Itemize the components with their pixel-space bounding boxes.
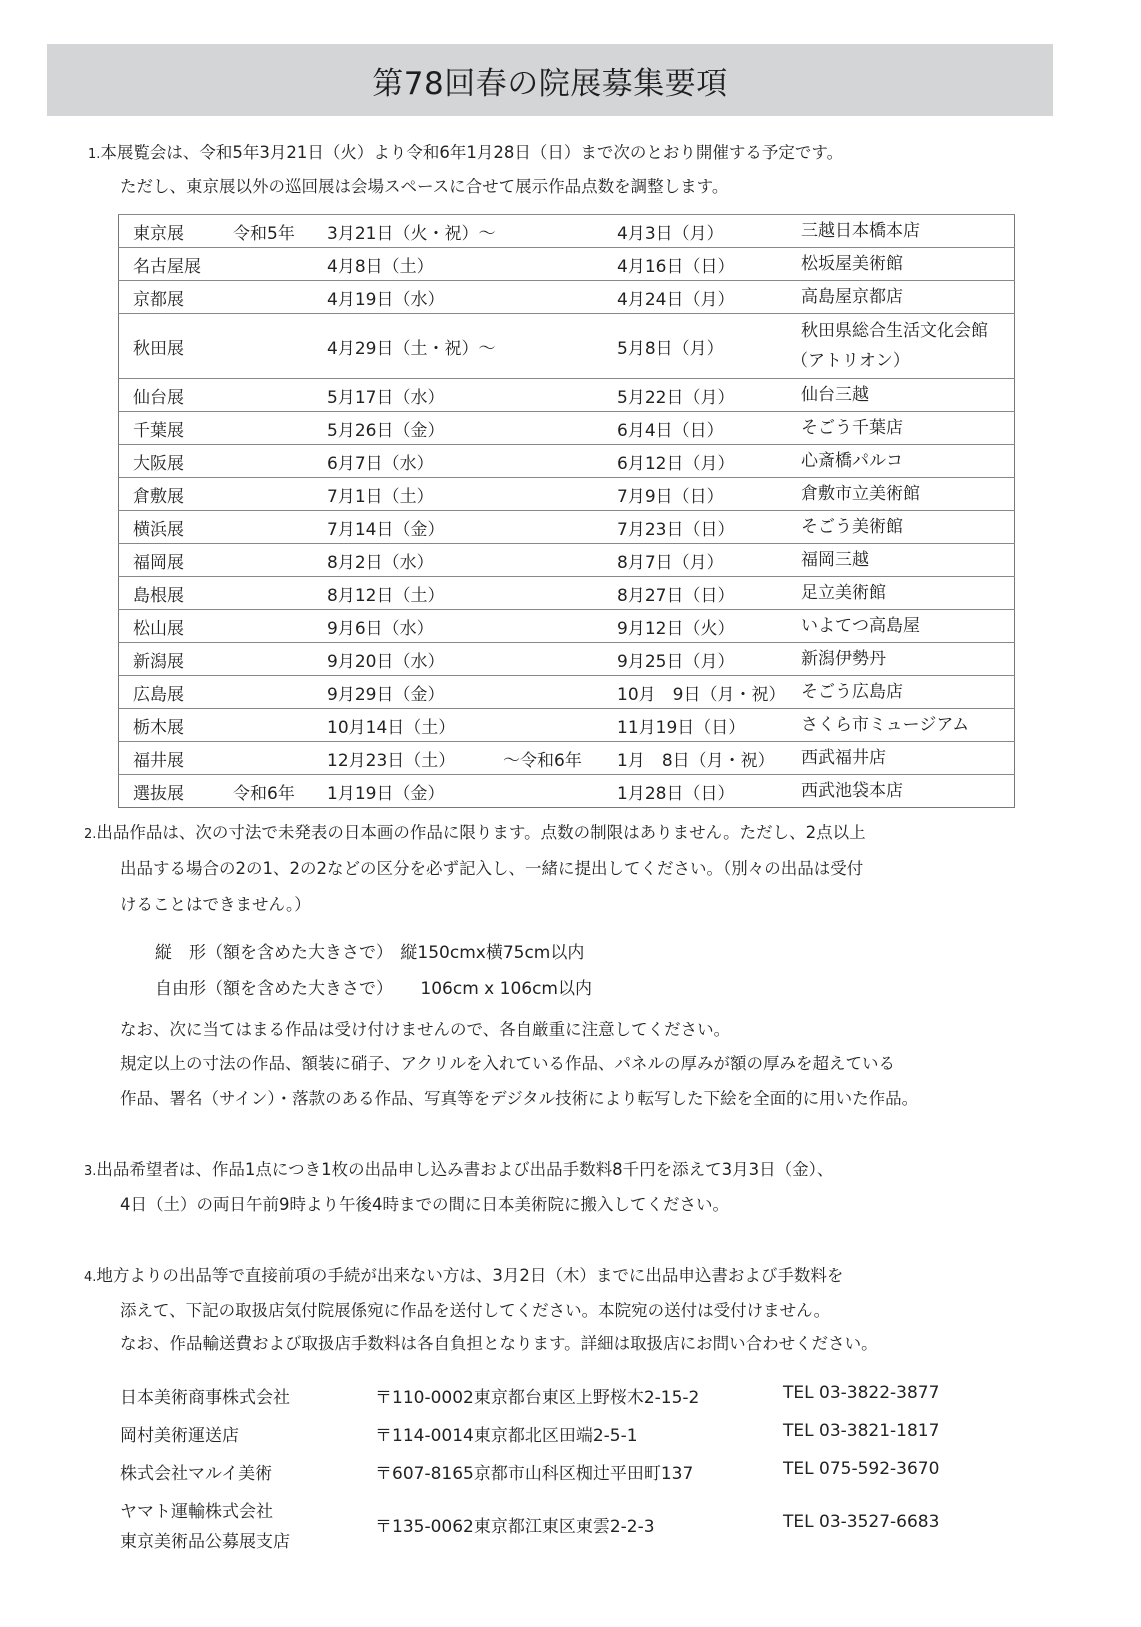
era-start: 令和6年 [213,775,313,808]
schedule-row [119,478,1015,511]
size-vertical-value: 縦150cmx横75cm以内 [400,943,585,963]
page-title: 第78回春の院展募集要項 [372,65,728,102]
venue-name: 新潟伊勢丹 [801,649,886,669]
agent-row [120,1491,980,1559]
agents-list [120,1377,980,1559]
start-date: 9月6日（水） [313,610,497,643]
section4-line2: 添えて、下記の取扱店気付院展係宛に作品を送付してください。本院宛の送付は受付けません。 [120,1301,831,1320]
start-date: 9月29日（金） [313,676,497,709]
era-end [497,676,603,709]
venue [787,445,1015,478]
era-start [213,412,313,445]
venue-name: そごう美術館 [801,517,903,537]
era-end [497,248,603,281]
exhibition-name: 横浜展 [119,511,214,544]
exhibition-name: 選抜展 [119,775,214,808]
end-date: 6月4日（日） [603,412,787,445]
end-date: 5月22日（月） [603,379,787,412]
start-date: 8月12日（土） [313,577,497,610]
venue [787,281,1015,314]
era-start [213,742,313,775]
era-start [213,445,313,478]
era-start: 令和5年 [213,215,313,248]
venue [787,544,1015,577]
section3-text1: 出品希望者は、作品1点につき1枚の出品申し込み書および出品手数料8千円を添えて3月3日（金）、 [96,1160,834,1179]
size-free-value: 106cm x 106cm以内 [420,979,592,999]
section2-line3: けることはできません。） [120,895,311,914]
section4-line3: なお、作品輸送費および取扱店手数料は各自負担となります。詳細は取扱店にお問い合わせください。 [120,1334,878,1353]
schedule-row [119,281,1015,314]
agent-name-line1: 日本美術商事株式会社 [120,1388,290,1408]
agent-name-line2: 東京美術品公募展支店 [120,1532,290,1552]
venue [787,412,1015,445]
era-start [213,248,313,281]
end-date: 11月19日（日） [603,709,787,742]
venue-name: 秋田県総合生活文化会館 [801,321,988,341]
schedule-row [119,248,1015,281]
agent-address: 〒110-0002東京都台東区上野桜木2-15-2 [375,1388,700,1408]
era-end [497,709,603,742]
era-end [497,412,603,445]
agent-phone: TEL 03-3527-6683 [783,1512,940,1532]
era-end [497,610,603,643]
era-start [213,676,313,709]
era-end: 〜令和6年 [497,742,603,775]
schedule-row [119,314,1015,379]
venue [787,676,1015,709]
venue [787,478,1015,511]
schedule-row [119,445,1015,478]
exhibition-name: 秋田展 [119,314,214,379]
exhibition-name: 倉敷展 [119,478,214,511]
end-date: 4月16日（日） [603,248,787,281]
exhibition-name: 東京展 [119,215,214,248]
section1-number: 1. [88,147,101,162]
exhibition-name: 栃木展 [119,709,214,742]
end-date: 7月23日（日） [603,511,787,544]
size-free-label: 自由形（額を含めた大きさで） [155,979,393,999]
era-end [497,478,603,511]
agent-name [120,1383,290,1413]
venue [787,775,1015,808]
start-date: 9月20日（水） [313,643,497,676]
schedule-row [119,379,1015,412]
end-date: 8月27日（日） [603,577,787,610]
agent-name [120,1459,272,1489]
venue-name: 三越日本橋本店 [801,221,920,241]
agent-name-line1: 岡村美術運送店 [120,1426,239,1446]
venue-name: 高島屋京都店 [801,287,903,307]
venue [787,511,1015,544]
era-start [213,511,313,544]
section4-line1 [84,1266,843,1288]
title-banner [47,44,1053,116]
start-date: 8月2日（水） [313,544,497,577]
schedule-row [119,215,1015,248]
section2-note3: 作品、署名（サイン）・落款のある作品、写真等をデジタル技術により転写した下絵を全面的に用いた作品。 [120,1089,919,1108]
schedule-row [119,412,1015,445]
agent-name-line1: ヤマト運輸株式会社 [120,1502,273,1522]
start-date: 7月1日（土） [313,478,497,511]
venue-name: 倉敷市立美術館 [801,484,920,504]
start-date: 6月7日（水） [313,445,497,478]
agent-row [120,1377,980,1415]
schedule-row [119,676,1015,709]
era-start [213,610,313,643]
end-date: 9月12日（火） [603,610,787,643]
era-start [213,577,313,610]
section3-line1 [84,1160,833,1182]
schedule-row [119,544,1015,577]
schedule-row [119,610,1015,643]
size-vertical [155,938,584,963]
era-start [213,379,313,412]
era-end [497,775,603,808]
venue-subname: （アトリオン） [791,351,910,371]
exhibition-name: 島根展 [119,577,214,610]
exhibition-name: 京都展 [119,281,214,314]
era-end [497,577,603,610]
agent-row [120,1453,980,1491]
venue-name: 仙台三越 [801,385,869,405]
era-end [497,643,603,676]
venue-name: さくら市ミュージアム [801,715,970,735]
venue-name: 松坂屋美術館 [801,254,903,274]
section2-number: 2. [84,827,97,842]
agent-name [120,1421,239,1451]
schedule-row [119,709,1015,742]
section2-line1 [84,823,866,845]
era-start [213,544,313,577]
exhibition-name: 福井展 [119,742,214,775]
end-date: 6月12日（月） [603,445,787,478]
venue-name: 西武池袋本店 [801,781,903,801]
era-end [497,281,603,314]
venue-name: 福岡三越 [801,550,869,570]
agent-phone: TEL 075-592-3670 [783,1459,940,1479]
schedule-row [119,643,1015,676]
size-vertical-label: 縦 形（額を含めた大きさで） [155,943,393,963]
end-date: 9月25日（月） [603,643,787,676]
section1-line1 [88,143,843,165]
era-end [497,379,603,412]
agent-row [120,1415,980,1453]
schedule-row [119,511,1015,544]
schedule-row [119,577,1015,610]
start-date: 7月14日（金） [313,511,497,544]
schedule-row [119,775,1015,808]
venue-name: そごう千葉店 [801,418,903,438]
venue-name: 心斎橋パルコ [801,451,903,471]
section2-note1: なお、次に当てはまる作品は受け付けませんので、各自厳重に注意してください。 [120,1020,731,1039]
venue-name: そごう広島店 [801,682,903,702]
agent-address: 〒114-0014東京都北区田端2-5-1 [375,1426,638,1446]
section2-line2: 出品する場合の2の1、2の2などの区分を必ず記入し、一緒に提出してください。（別々の出品は受付 [120,859,864,878]
era-end [497,215,603,248]
venue [787,742,1015,775]
section3-number: 3. [84,1164,97,1179]
venue [787,248,1015,281]
venue [787,643,1015,676]
era-end [497,544,603,577]
section3-line2: 4日（土）の両日午前9時より午後4時までの間に日本美術院に搬入してください。 [120,1195,729,1214]
era-start [213,643,313,676]
schedule-table [118,214,1015,808]
exhibition-name: 千葉展 [119,412,214,445]
exhibition-name: 広島展 [119,676,214,709]
era-start [213,314,313,379]
start-date: 12月23日（土） [313,742,497,775]
venue-name: いよてつ高島屋 [801,616,920,636]
section2-note2: 規定以上の寸法の作品、額装に硝子、アクリルを入れている作品、パネルの厚みが額の厚みを超えている [120,1054,896,1073]
section1-line2: ただし、東京展以外の巡回展は会場スペースに合せて展示作品点数を調整します。 [120,177,729,196]
section4-number: 4. [84,1270,97,1285]
agent-name [120,1497,290,1557]
venue [787,709,1015,742]
venue [787,610,1015,643]
start-date: 1月19日（金） [313,775,497,808]
venue [787,577,1015,610]
agent-phone: TEL 03-3821-1817 [783,1421,940,1441]
schedule-row [119,742,1015,775]
end-date: 8月7日（月） [603,544,787,577]
end-date: 5月8日（月） [603,314,787,379]
exhibition-name: 仙台展 [119,379,214,412]
start-date: 4月29日（土・祝）〜 [313,314,497,379]
venue-name: 足立美術館 [801,583,886,603]
start-date: 3月21日（火・祝）〜 [313,215,497,248]
exhibition-name: 大阪展 [119,445,214,478]
end-date: 1月28日（日） [603,775,787,808]
era-start [213,478,313,511]
era-end [497,314,603,379]
exhibition-name: 福岡展 [119,544,214,577]
start-date: 4月19日（水） [313,281,497,314]
end-date: 4月24日（月） [603,281,787,314]
agent-address: 〒607-8165京都市山科区椥辻平田町137 [375,1464,694,1484]
venue [787,215,1015,248]
end-date: 1月 8日（月・祝） [603,742,787,775]
end-date: 7月9日（日） [603,478,787,511]
agent-address: 〒135-0062東京都江東区東雲2-2-3 [375,1517,655,1537]
start-date: 5月17日（水） [313,379,497,412]
era-start [213,281,313,314]
venue-name: 西武福井店 [801,748,886,768]
venue [787,314,1015,379]
exhibition-name: 新潟展 [119,643,214,676]
agent-name-line1: 株式会社マルイ美術 [120,1464,273,1484]
start-date: 5月26日（金） [313,412,497,445]
start-date: 10月14日（土） [313,709,497,742]
section2-text1: 出品作品は、次の寸法で未発表の日本画の作品に限ります。点数の制限はありません。ただし、2点以上 [96,823,866,842]
section1-text1: 本展覧会は、令和5年3月21日（火）より令和6年1月28日（日）まで次のとおり開催する予定です。 [100,143,844,162]
end-date: 10月 9日（月・祝） [603,676,787,709]
era-start [213,709,313,742]
end-date: 4月3日（月） [603,215,787,248]
section4-text1: 地方よりの出品等で直接前項の手続が出来ない方は、3月2日（木）までに出品申込書および手数料を [96,1266,844,1285]
venue [787,379,1015,412]
start-date: 4月8日（土） [313,248,497,281]
exhibition-name: 松山展 [119,610,214,643]
exhibition-name: 名古屋展 [119,248,214,281]
agent-phone: TEL 03-3822-3877 [783,1383,940,1403]
era-end [497,511,603,544]
era-end [497,445,603,478]
size-free [155,974,592,999]
